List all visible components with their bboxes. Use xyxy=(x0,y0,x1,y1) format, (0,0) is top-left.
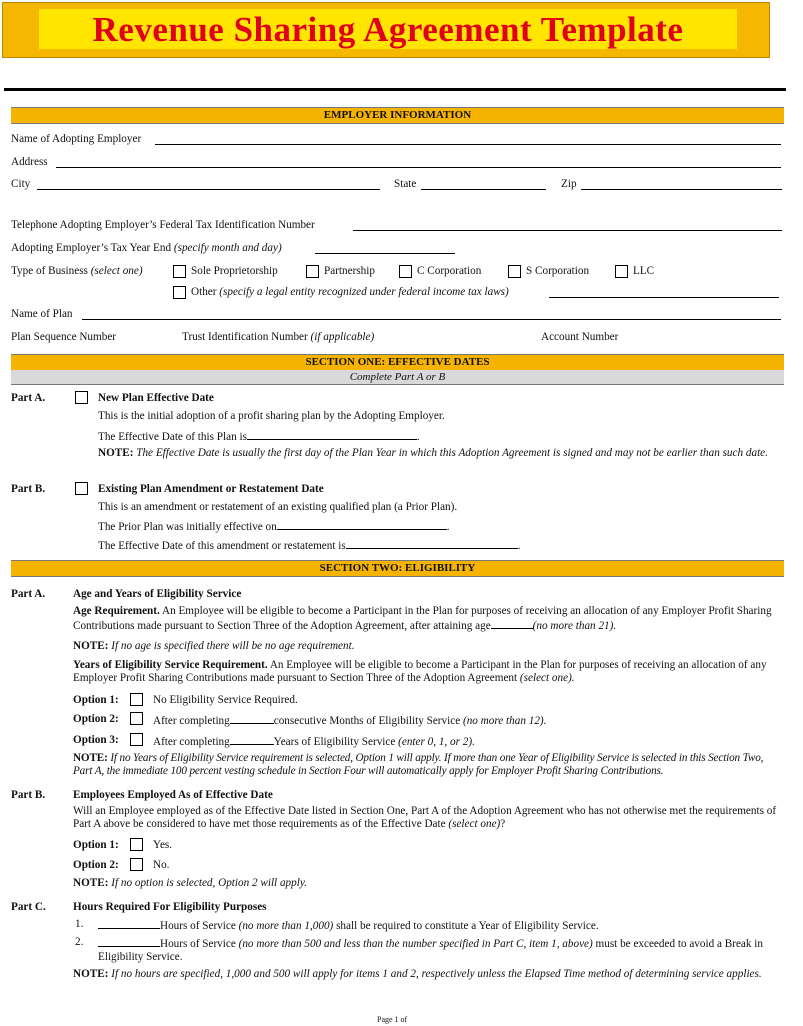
amendment-date-field[interactable] xyxy=(346,538,518,549)
other-business-label: Other (specify a legal entity recognized under federal income tax laws) xyxy=(191,286,509,298)
s1-part-b-title: Existing Plan Amendment or Restatement Date xyxy=(98,483,324,495)
age-field[interactable] xyxy=(491,618,533,629)
s2-part-a-label: Part A. xyxy=(11,588,46,600)
s1-part-b-label: Part B. xyxy=(11,483,46,495)
item2-text: Hours of Service (no more than 500 and less than the number specified in Part C, item 1, above) must be exceeded to avoid a Break in Eligibility Service. xyxy=(98,938,763,963)
s1-part-a-title: New Plan Effective Date xyxy=(98,392,214,404)
city-field[interactable] xyxy=(37,189,380,190)
tax-year-label: Adopting Employer’s Tax Year End (specify month and day) xyxy=(11,242,282,254)
state-field[interactable] xyxy=(421,189,546,190)
years-field[interactable] xyxy=(230,734,274,745)
s1-part-a-label: Part A. xyxy=(11,392,46,404)
llc-label: LLC xyxy=(633,265,655,277)
page-title: Revenue Sharing Agreement Template xyxy=(92,10,684,49)
employer-name-label: Name of Adopting Employer xyxy=(11,133,142,145)
plan-name-field[interactable] xyxy=(82,319,781,320)
c-corporation-checkbox[interactable] xyxy=(399,265,412,278)
s2-part-b-title: Employees Employed As of Effective Date xyxy=(73,789,273,801)
age-requirement-text: Age Requirement. An Employee will be eligible to become a Participant in the Plan for purposes of receiving an allocation of any Employer Profit Sharing Contributions made pursuant to Section Three of the Adoption Agreement, after attaining age (no more than 21). xyxy=(73,605,772,632)
tax-year-field[interactable] xyxy=(315,253,455,254)
s2a-option2-checkbox[interactable] xyxy=(130,712,143,725)
s2b-option1-checkbox[interactable] xyxy=(130,838,143,851)
s2b-option1-text: Yes. xyxy=(153,839,173,851)
trust-id-label: Trust Identification Number (if applicable) xyxy=(182,331,375,343)
s2a-option3-checkbox[interactable] xyxy=(130,733,143,746)
age-note: NOTE: If no age is specified there will be no age requirement. xyxy=(73,640,355,652)
years-service-text: Years of Eligibility Service Requirement. An Employee will be eligible to become a Participant in the Plan for purposes of receiving an allocation of any Employer Profit Sharing Contributions made pursuant to Section Three of the Adoption Agreement (select one). xyxy=(73,659,767,684)
s2-part-c-title: Hours Required For Eligibility Purposes xyxy=(73,901,267,913)
months-field[interactable] xyxy=(230,713,274,724)
hours-field-2[interactable] xyxy=(98,936,160,947)
section-one-header: SECTION ONE: EFFECTIVE DATES xyxy=(11,354,784,371)
s2-part-b-text: Will an Employee employed as of the Effective Date listed in Section One, Part A of the Adoption Agreement who has not otherwise met the requirements of Part A above be considered to have met those requirements as of the Effective Date (select one)? xyxy=(73,805,777,830)
item2-number: 2. xyxy=(75,936,84,948)
sole-proprietorship-label: Sole Proprietorship xyxy=(191,265,278,277)
zip-label: Zip xyxy=(561,178,577,190)
address-label: Address xyxy=(11,156,48,168)
s1-part-b-text2: The Prior Plan was initially effective on . xyxy=(98,521,450,533)
title-banner xyxy=(2,2,770,58)
s-corporation-label: S Corporation xyxy=(526,265,590,277)
s1-part-b-text1: This is an amendment or restatement of an existing qualified plan (a Prior Plan). xyxy=(98,501,458,513)
hours-field-1[interactable] xyxy=(98,918,160,929)
account-number-label: Account Number xyxy=(541,331,619,343)
s2a-option3-text: After completing Years of Eligibility Service (enter 0, 1, or 2). xyxy=(153,736,475,748)
item1-number: 1. xyxy=(75,918,84,930)
s2a-option3-label: Option 3: xyxy=(73,734,119,746)
employer-info-header: EMPLOYER INFORMATION xyxy=(11,107,784,124)
s1-part-a-note: NOTE: The Effective Date is usually the first day of the Plan Year in which this Adoption Agreement is signed and may not be earlier than such date. xyxy=(98,447,768,459)
s2-part-a-title: Age and Years of Eligibility Service xyxy=(73,588,242,600)
s2b-option2-checkbox[interactable] xyxy=(130,858,143,871)
zip-field[interactable] xyxy=(581,189,782,190)
s2b-option1-label: Option 1: xyxy=(73,839,119,851)
page-number: Page 1 of xyxy=(377,1015,408,1024)
prior-plan-date-field[interactable] xyxy=(277,519,447,530)
tax-id-field[interactable] xyxy=(353,230,782,231)
city-label: City xyxy=(11,178,31,190)
item1-text: Hours of Service (no more than 1,000) shall be required to constitute a Year of Eligibility Service. xyxy=(98,918,599,933)
s1-part-b-text3: The Effective Date of this amendment or restatement is . xyxy=(98,540,521,552)
c-corporation-label: C Corporation xyxy=(417,265,482,277)
years-service-note: NOTE: If no Years of Eligibility Service requirement is selected, Option 1 will apply. If more than one Year of Eligibility Service is selected in this Section Two, Part A, the immediate 100 percent vesting schedule in Section Four will automatically apply for Employer Profit Sharing Contributions. xyxy=(73,752,764,777)
other-business-checkbox[interactable] xyxy=(173,286,186,299)
address-field[interactable] xyxy=(56,167,781,168)
tax-id-label: Telephone Adopting Employer’s Federal Tax Identification Number xyxy=(11,219,315,231)
s2a-option1-text: No Eligibility Service Required. xyxy=(153,694,298,706)
s1-part-a-text2: The Effective Date of this Plan is . xyxy=(98,431,420,443)
new-plan-checkbox[interactable] xyxy=(75,391,88,404)
business-type-label: Type of Business (select one) xyxy=(11,265,143,277)
new-plan-effective-date-field[interactable] xyxy=(247,429,417,440)
partnership-label: Partnership xyxy=(324,265,375,277)
s2a-option1-checkbox[interactable] xyxy=(130,693,143,706)
s2b-option2-label: Option 2: xyxy=(73,859,119,871)
state-label: State xyxy=(394,178,417,190)
section-one-subheader: Complete Part A or B xyxy=(11,370,784,385)
title-banner-inner xyxy=(39,9,737,49)
s2a-option2-text: After completing consecutive Months of Eligibility Service (no more than 12). xyxy=(153,715,547,727)
s2-part-b-note: NOTE: If no option is selected, Option 2 will apply. xyxy=(73,877,307,889)
s2-part-c-note: NOTE: If no hours are specified, 1,000 and 500 will apply for items 1 and 2, respectively unless the Elapsed Time method of determining service applies. xyxy=(73,968,762,980)
s2a-option1-label: Option 1: xyxy=(73,694,119,706)
s2a-option2-label: Option 2: xyxy=(73,713,119,725)
existing-plan-checkbox[interactable] xyxy=(75,482,88,495)
s1-part-a-text1: This is the initial adoption of a profit sharing plan by the Adopting Employer. xyxy=(98,410,445,422)
s-corporation-checkbox[interactable] xyxy=(508,265,521,278)
s2-part-b-label: Part B. xyxy=(11,789,46,801)
other-business-field[interactable] xyxy=(549,297,779,298)
divider-rule xyxy=(4,88,786,91)
s2-part-c-label: Part C. xyxy=(11,901,46,913)
llc-checkbox[interactable] xyxy=(615,265,628,278)
section-two-header: SECTION TWO: ELIGIBILITY xyxy=(11,560,784,577)
employer-name-field[interactable] xyxy=(155,144,781,145)
plan-sequence-label: Plan Sequence Number xyxy=(11,331,117,343)
s2b-option2-text: No. xyxy=(153,859,170,871)
plan-name-label: Name of Plan xyxy=(11,308,73,320)
sole-proprietorship-checkbox[interactable] xyxy=(173,265,186,278)
partnership-checkbox[interactable] xyxy=(306,265,319,278)
